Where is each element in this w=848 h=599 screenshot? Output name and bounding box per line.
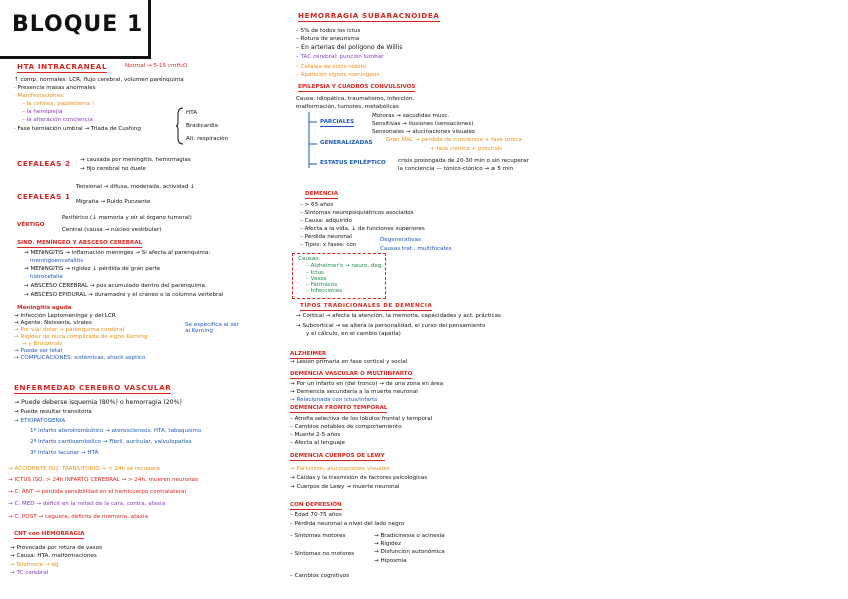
sintomas-motores-item: → Bradicinesia o acinesia <box>374 533 445 539</box>
hta-line: ↑ comp. normales: LCR, flujo cerebral, volumen parénquima <box>14 77 184 83</box>
fronto-line: – Muerte 2-5 años <box>290 432 341 438</box>
lewy-line: → Cuerpos de Lewy → muerte neuronal <box>290 484 400 490</box>
fronto-line: – Afecta al lenguaje <box>290 440 345 446</box>
generalizadas-label: GENERALIZADAS <box>320 140 373 146</box>
hta-line: · Presencia masas anormales <box>14 85 96 91</box>
sind-line: hidrocefalia <box>30 274 63 280</box>
agudos-line: → Infección Leptomeninge y del LCR <box>14 313 116 319</box>
sintomas-no-motores-item: → Hiposmia <box>374 558 407 564</box>
sind-line: → ABSCESO CEREBRAL → pus acumulado dentro del parénquima <box>24 283 205 289</box>
hsa-line: – Aparición signos meníngeos <box>296 72 380 78</box>
sintomas-no-motores-item: → Disfunción autonómica <box>374 549 445 555</box>
agudos-line: → COMPLICACIONES: sistémicas, shock séptico <box>14 355 146 361</box>
hemorragia-heading: CNT con HEMORRAGIA <box>14 531 84 539</box>
sind-line: meningoencefalitis <box>30 258 84 264</box>
hsa-line: – En arterias del polígono de Willis <box>296 44 403 51</box>
page-title: BLOQUE 1 <box>12 12 144 37</box>
hsa-line: – Rotura de aneurisma <box>296 36 360 42</box>
demencia-line: – Causa: adquirido <box>300 218 352 224</box>
fronto-line: – Atrofia selectiva de los lóbulos frontal y temporal <box>290 416 433 422</box>
vascular-line: → Por un infarto en (del tronco) → de una zona en área <box>290 381 444 387</box>
depresion-line: – Pérdida neuronal a nivel del lado negro <box>290 521 405 527</box>
vertigo-line: Periférico (↓ memoria y oír el órgano tumoral) <box>62 215 192 221</box>
hta-line: · Fase herniación umbral → Triada de Cushing <box>14 126 141 132</box>
sintomas-motores-label: – Síntomas motores <box>290 533 346 539</box>
sind-line: → MENINGITIS → inflamación meninges → Si afecta al parénquima: <box>24 250 211 256</box>
sintomas-no-motores-label: – Síntomas no motores <box>290 551 355 557</box>
demencia-box-item: – Infecciones <box>306 288 343 294</box>
estatus-item: la conciencia — tónico-clónico → ≥ 5 min <box>398 166 514 172</box>
demencia-branch: Causas trat., multifocales <box>380 246 452 252</box>
tipos-line: → Subcortical → se altera la personalidad, el curso del pensamiento <box>296 323 486 329</box>
demencia-heading: DEMENCIA <box>305 191 338 199</box>
parciales-item: Sensitivas → ilusiones (sensaciones) <box>372 121 474 127</box>
demencia-line: – Síntomas neuropsiquiátricos asociados <box>300 210 414 216</box>
cefalea2-heading: CEFALEAS 2 <box>17 159 71 168</box>
agudos-line: → Rigidez de nuca complicada de signo Kerning <box>14 334 148 340</box>
sind-line: → MENINGITIS → rigidez ↓ pérdida de gran parte <box>24 266 161 272</box>
tipos-heading: TIPOS TRADICIONALES DE DEMENCIA <box>300 303 432 311</box>
ecv-type: → C. POST → ceguera, déficits de memoria, ataxia <box>8 514 148 520</box>
epilepsia-intro: malformación, tumores, metabólicas <box>296 104 399 110</box>
estatus-item: crisis prolongada de 20-30 min o sin recuperar <box>398 158 529 164</box>
alzheimer-heading: ALZHEIMER <box>290 351 326 359</box>
hta-line: – la alteración conciencia <box>22 117 93 123</box>
cefalea2-line: → causada por meningitis, hemorragias <box>80 157 191 163</box>
demencia-line: – Pérdida neuronal <box>300 234 352 240</box>
demencia-line: – > 65 años <box>300 202 334 208</box>
hemorragia-line: → Síndrome → dg <box>10 562 59 568</box>
generalizadas-item: Gran MAL → pérdida de conciencia + fase tónica <box>386 137 522 143</box>
vascular-line: → Demencia secundaria a la muerte neuronal <box>290 389 418 395</box>
parciales-item: Motoras → sacudidas musc. <box>372 113 450 119</box>
hta-line: · Manifestaciones: <box>14 93 65 99</box>
demencia-box-item: – Alzheimer's → neuro. deg. <box>306 263 384 269</box>
hsa-heading: HEMORRAGIA SUBARACNOIDEA <box>298 11 440 20</box>
ecv-line: → Puede deberse isquemia (80%) o hemorragia (20%) <box>14 399 182 406</box>
agudos-heading: Meningitis aguda <box>17 305 72 311</box>
epilepsia-heading: EPILEPSIA Y CUADROS CONVULSIVOS <box>298 84 415 92</box>
fronto-heading: DEMENCIA FRONTO TEMPORAL <box>290 405 387 413</box>
agudos-line: → y Brudzinski <box>22 341 63 347</box>
hsa-line: – TAC cerebral: punción lumbar <box>296 54 384 60</box>
demencia-box-item: Causas: <box>298 256 321 262</box>
fronto-line: – Cambios notables de comportamiento <box>290 424 402 430</box>
vertigo-heading: VÉRTIGO <box>17 222 45 228</box>
sintomas-motores-item: → Rigidez <box>374 541 401 547</box>
generalizadas-item: + fase clónica + poscrisis <box>430 146 503 152</box>
demencia-box-item: – Ictus <box>306 270 324 276</box>
ecv-heading: ENFERMEDAD CEREBRO VASCULAR <box>14 383 172 392</box>
ecv-line: → ETIOPATOGENIA <box>14 418 66 424</box>
agudos-side-note: Se especifica al ser al Kerning <box>185 322 239 335</box>
epilepsia-tree-line <box>307 112 319 168</box>
depresion-line: – Edad 70-75 años <box>290 512 342 518</box>
parciales-item: Sensoriales → alucinaciones visuales <box>372 129 475 135</box>
hemorragia-line: → Causa: HTA, malformaciones <box>10 553 97 559</box>
cushing-item: HTA <box>186 110 198 116</box>
hta-line: – la hemiplejía <box>22 109 63 115</box>
cefalea-migrana: Migraña → Ruido Punzante <box>76 199 151 205</box>
lewy-heading: DEMENCIA CUERPOS DE LEWY <box>290 453 385 461</box>
demencia-box-item: – Fármacos <box>306 282 338 288</box>
agudos-line: → Agente: Neisseria, virales <box>14 320 92 326</box>
ecv-etio: 2º Infarto cardioembólico → Fibril. auricular, valvulopatías <box>30 439 192 445</box>
vascular-heading: DEMENCIA VASCULAR O MULTIINFARTO <box>290 371 412 379</box>
lewy-line: → Parkinson, alucinaciones visuales <box>290 466 390 472</box>
lewy-line: → Caídas y la trasmisión de factores psicológicas <box>290 475 428 481</box>
cefalea2-line: → fijo cerebral no duele <box>80 166 146 172</box>
ecv-etio: 3º Infarto lacunar → HTA <box>30 450 99 456</box>
demencia-branch: Degenerativas <box>380 237 421 243</box>
hsa-line: – Cefalea de inicio súbito <box>296 64 366 70</box>
cushing-brace <box>176 108 184 144</box>
hemorragia-line: → TC cerebral <box>10 570 49 576</box>
sind-line: → ABSCESO EPIDURAL → duramadre y el cráneo o la columna vertebral <box>24 292 224 298</box>
hemorragia-line: → Provocada por rotura de vasos <box>10 545 102 551</box>
tipos-line: y el cálculo, en el cambio (apatía) <box>306 331 401 337</box>
cushing-item: Bradicardia <box>186 123 218 129</box>
hta-heading: HTA INTRACRANEAL <box>17 62 108 71</box>
cushing-item: Alt. respiración <box>186 136 229 142</box>
ecv-type: → ACCIDENTE ISQ. TRANSITORIO → < 24h se recupera <box>8 466 160 472</box>
cefalea1-heading: CEFALEAS 1 <box>17 192 71 201</box>
hta-normal: Normal → 5-15 cmH₂O <box>125 63 188 69</box>
ecv-line: → Puede resultar transitoria <box>14 409 92 415</box>
parciales-label: PARCIALES <box>320 119 354 127</box>
estatus-label: ESTATUS EPILÉPTICO <box>320 160 386 166</box>
cefalea-tensional: Tensional → difusa, moderada, actividad ↓ <box>76 184 195 190</box>
vertigo-line: Central (causa → núcleo vestibular) <box>62 227 162 233</box>
hta-line: – la cefalea, papiledema ! <box>22 101 95 107</box>
vascular-line: → Relacionada con ictus/infarto <box>290 397 378 403</box>
ecv-etio: 1º Infarto aterotrombótico → aterosclerosis, HTA, tabaquismo <box>30 428 202 434</box>
demencia-tipos-line: – Tipos: x fases: con <box>300 242 357 248</box>
ecv-type: → ICTUS ISQ. > 24h INFARTO CEREBRAL → > 24h, mueren neuronas <box>8 477 198 483</box>
depresion-last: – Cambios cognitivos <box>290 573 350 579</box>
demencia-box-item: – Vasos <box>306 276 327 282</box>
hsa-line: – 5% de todos los ictus <box>296 28 361 34</box>
ecv-type: → C. MED → déficit en la mitad de la cara, contra, afasia <box>8 501 165 507</box>
depresion-heading: CON DEPRESIÓN <box>290 502 342 510</box>
alzheimer-line: → Lesión primaria en fase cortical y social <box>290 359 408 365</box>
demencia-line: – Afecta a la vida, ↓ de funciones superiores <box>300 226 425 232</box>
agudos-line: → Puede ser letal <box>14 348 63 354</box>
sind-heading: SIND. MENÍNGEO Y ABSCESO CEREBRAL <box>17 240 142 248</box>
epilepsia-intro: Causa: idiopática, traumatismo, infección, <box>296 96 415 102</box>
agudos-line: → Por vía: dolor → parénquima cerebral <box>14 327 125 333</box>
ecv-type: → C. ANT → pérdida sensibilidad en el hemicuerpo contralateral <box>8 489 187 495</box>
tipos-line: → Cortical → afecta la atención, la memoria, capacidades y act. prácticas <box>296 313 501 319</box>
